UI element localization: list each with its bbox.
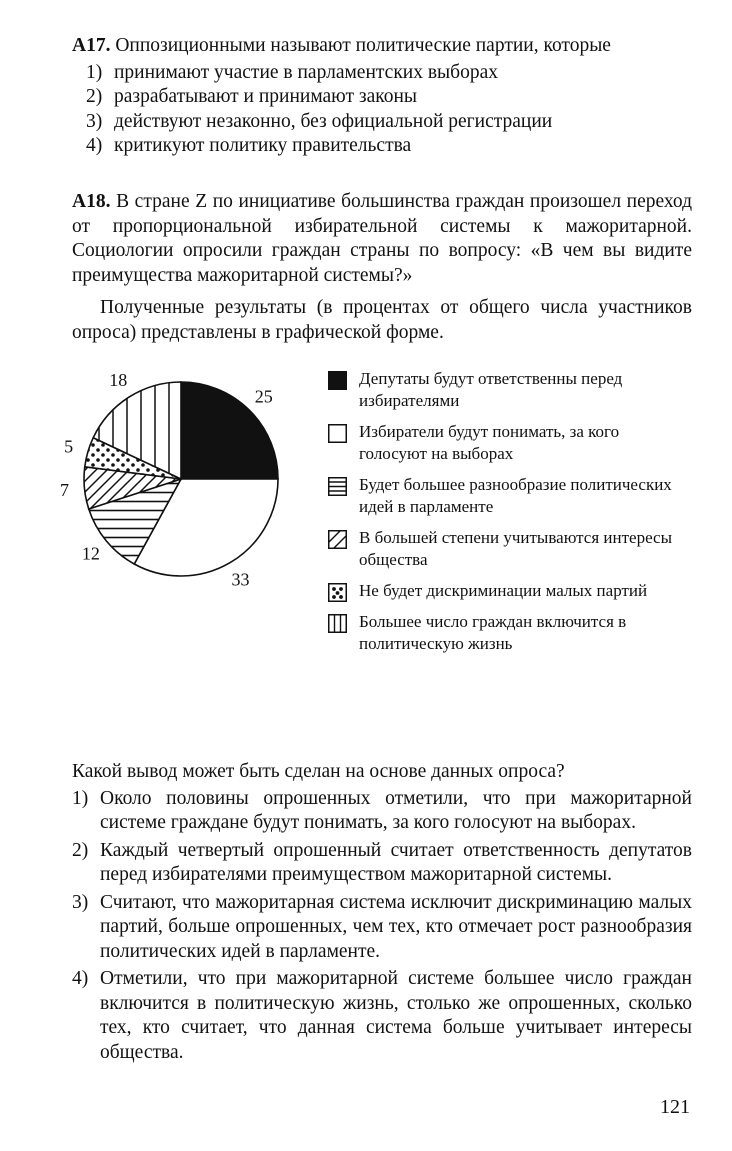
pie-data-label: 18	[109, 370, 128, 391]
legend-label: Избиратели будут понимать, за кого голосуют на выборах	[359, 422, 620, 463]
legend-swatch-dots	[328, 583, 347, 602]
question-a17-text: Оппозиционными называют политические партии, которые	[115, 35, 611, 56]
pie-data-label: 7	[60, 480, 70, 501]
conclusion-question: Какой вывод может быть сделан на основе данных опроса?	[72, 761, 565, 782]
answer-option: 1) Около половины опрошенных отметили, что при мажоритарной системе граждане будут понимать, за кого голосуют на выборах.	[72, 787, 692, 833]
legend-swatch-diagonal	[328, 530, 347, 549]
pie-data-label: 33	[231, 569, 250, 590]
legend-item	[328, 611, 688, 655]
answer-option: 1) принимают участие в парламентских выборах	[86, 61, 498, 83]
legend-label: В большей степени учитываются интересы общества	[359, 528, 673, 569]
question-a18-conclusion	[72, 760, 692, 1065]
answer-option: 4) Отметили, что при мажоритарной системе большее число граждан включится в политическую жизнь, столько же опрошенных, сколько тех, кто считает, что данная система больше учитывает интересы общества.	[72, 968, 692, 1063]
answer-option: 3) Считают, что мажоритарная система исключит дискриминацию малых партий, больше опрошенных, чем тех, кто отмечает рост разнообразия политических идей в парламенте.	[72, 891, 692, 962]
chart-legend	[328, 368, 688, 664]
answer-option: 4) критикуют политику правительства	[86, 135, 412, 156]
legend-swatch-white	[328, 424, 347, 443]
question-a18-number: А18.	[72, 191, 111, 212]
question-a18-text: В стране Z по инициативе большинства граждан произошел переход от пропорциональной избирательной системы к мажоритарной. Социологии опросили граждан страны по вопросу: «В чем вы видите преимущества мажоритарной системы?»	[72, 191, 693, 286]
legend-item	[328, 474, 688, 518]
answer-option: 2) Каждый четвертый опрошенный считает ответственность депутатов перед избирателями преимуществом мажоритарной системы.	[72, 839, 692, 885]
question-a17	[72, 34, 692, 159]
question-a18-stem	[72, 190, 692, 288]
question-a17-number: А17.	[72, 35, 111, 56]
question-a17-stem	[72, 34, 692, 59]
pie-data-label: 12	[81, 543, 100, 564]
legend-label: Большее число граждан включится в политическую жизнь	[359, 612, 627, 653]
legend-swatch-solid	[328, 371, 347, 390]
legend-item	[328, 421, 688, 465]
legend-item	[328, 580, 688, 602]
answer-option: 2) разрабатывают и принимают законы	[86, 86, 418, 107]
legend-label: Депутаты будут ответственны перед избирателями	[359, 369, 623, 410]
legend-label: Не будет дискриминации малых партий	[359, 581, 648, 600]
answer-option: 3) действуют незаконно, без официальной регистрации	[86, 110, 553, 132]
pie-data-label: 5	[64, 436, 74, 457]
pie-data-label: 25	[254, 386, 273, 407]
legend-swatch-vertical	[328, 614, 347, 633]
legend-item	[328, 368, 688, 412]
results-intro: Полученные результаты (в процентах от общего числа участников опроса) представлены в графической форме.	[72, 297, 692, 343]
legend-label: Будет большее разнообразие политических идей в парламенте	[359, 475, 672, 516]
question-a18	[72, 190, 692, 345]
page-number: 121	[660, 1096, 690, 1118]
legend-swatch-horizontal	[328, 477, 347, 496]
legend-item	[328, 527, 688, 571]
